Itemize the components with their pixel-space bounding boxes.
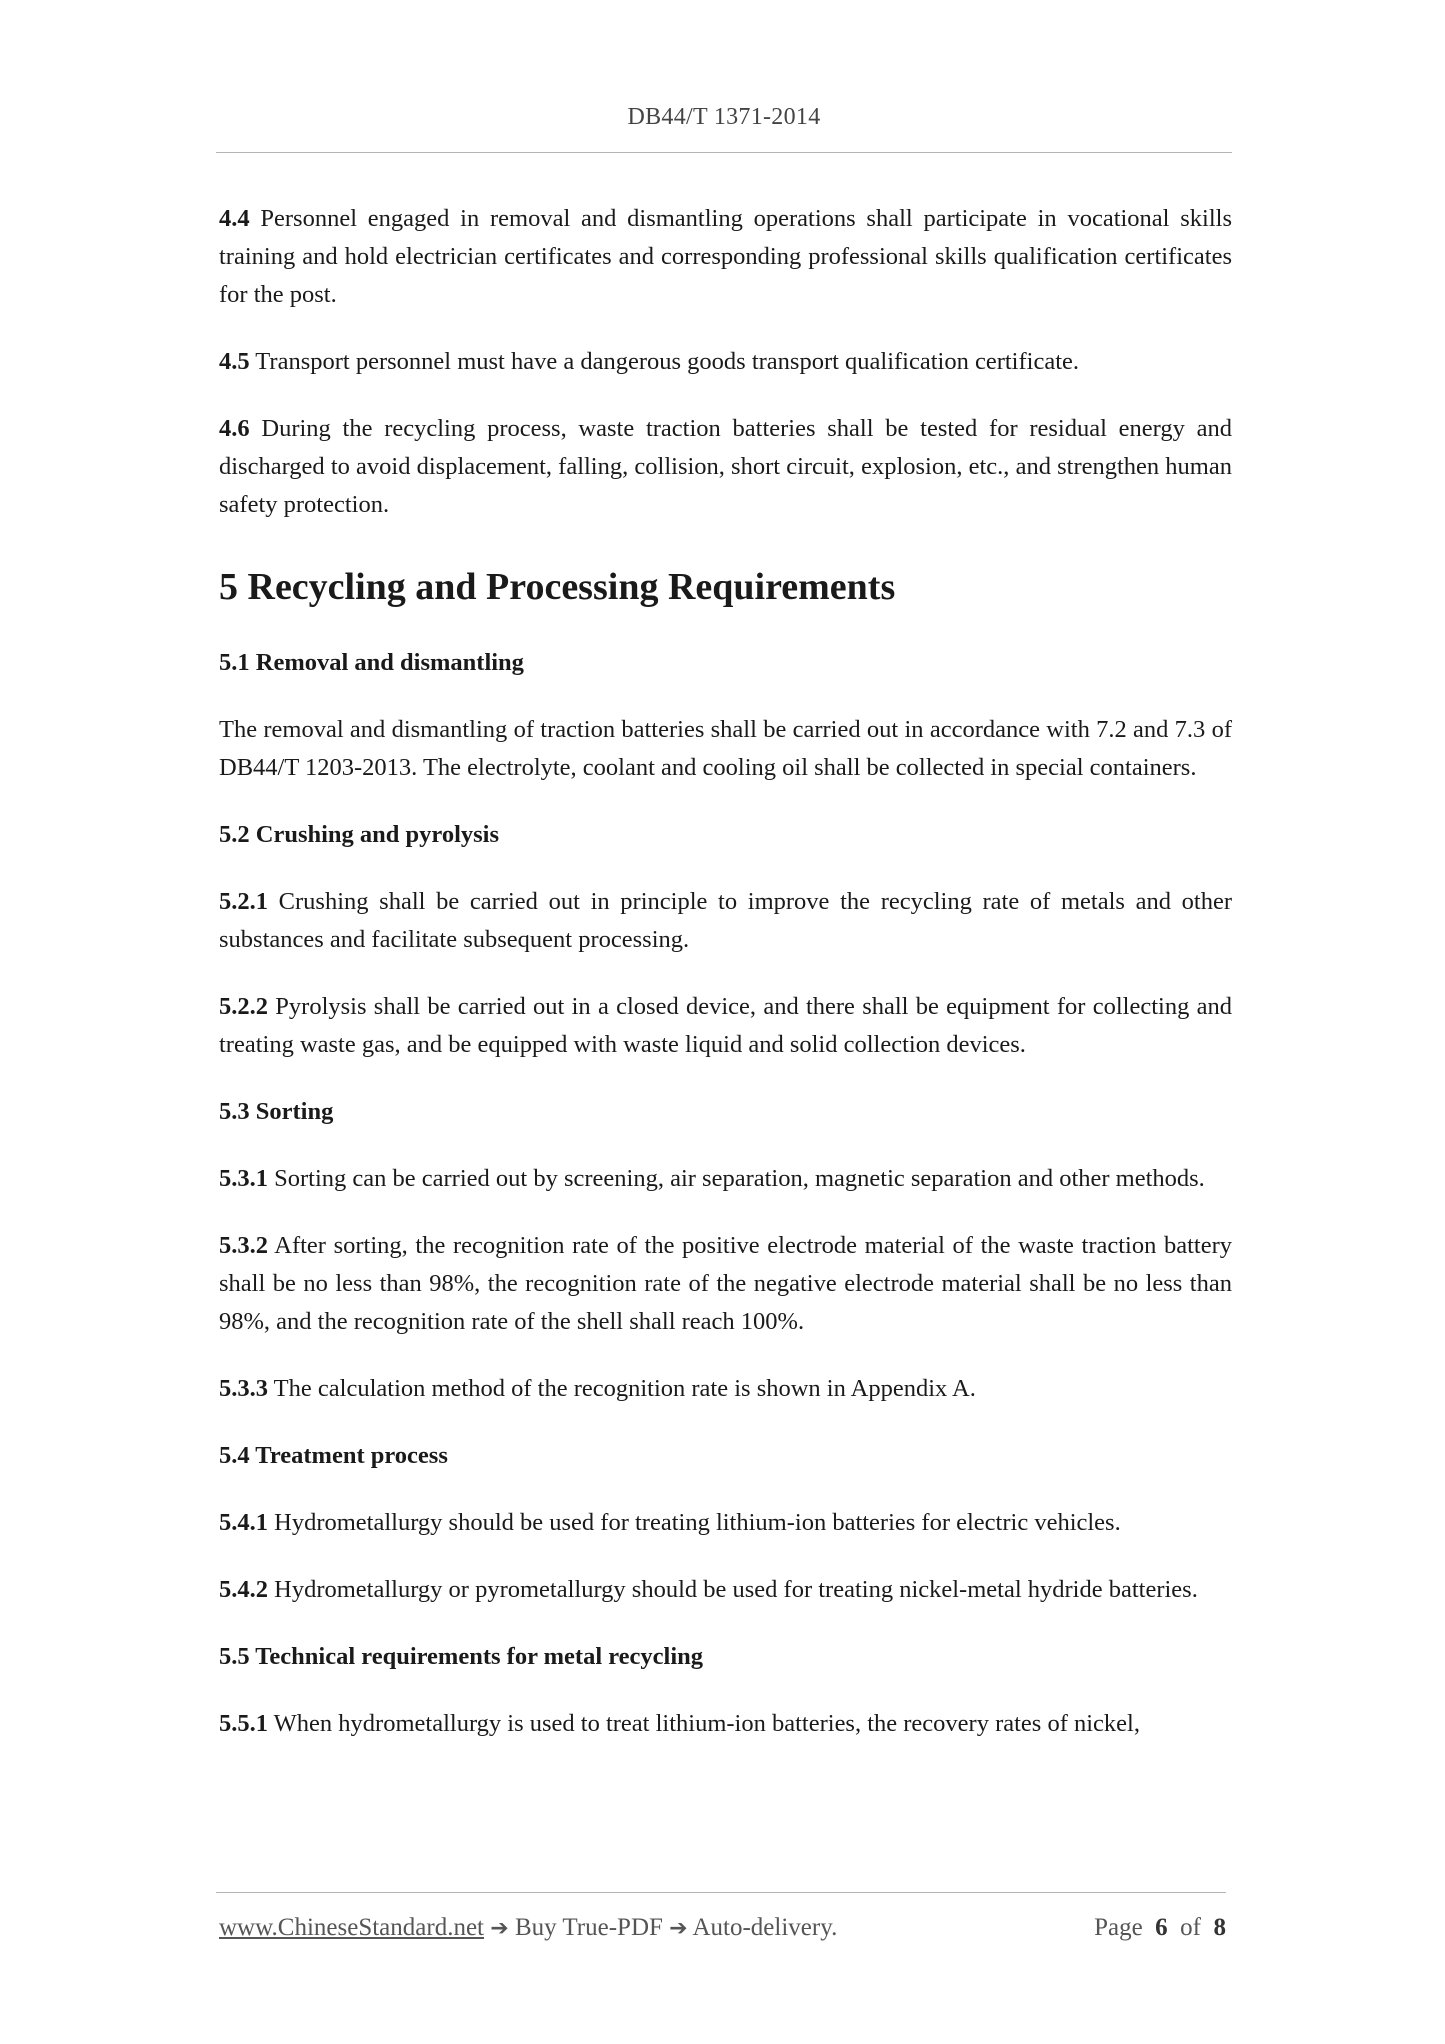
clause-text: Transport personnel must have a dangerous goods transport qualification certificate. — [249, 348, 1080, 375]
clause-5-4-2 — [219, 1571, 1232, 1609]
clause-number: 5.3.3 — [219, 1375, 268, 1402]
clause-text: After sorting, the recognition rate of the positive electrode material of the waste traction battery shall be no less than 98%, the recognition rate of the negative electrode material shall be no less than 98%, and the recognition rate of the shell shall reach 100%. — [219, 1232, 1232, 1335]
clause-5-2-2 — [219, 988, 1232, 1064]
page-header: DB44/T 1371-2014 — [627, 104, 821, 130]
clause-5-3-3 — [219, 1370, 1232, 1408]
subsection-heading-5-4: 5.4 Treatment process — [219, 1442, 448, 1469]
clause-text: Hydrometallurgy or pyrometallurgy should be used for treating nickel-metal hydride batteries. — [268, 1576, 1198, 1603]
auto-delivery-text: Auto-delivery. — [687, 1914, 838, 1941]
clause-text: When hydrometallurgy is used to treat lithium-ion batteries, the recovery rates of nickel, — [268, 1710, 1140, 1737]
buy-pdf-text: Buy True-PDF — [508, 1914, 670, 1941]
clause-5-5-1 — [219, 1705, 1232, 1743]
clause-number: 5.4.1 — [219, 1509, 268, 1536]
arrow-right-icon: ➔ — [669, 1916, 688, 1941]
clause-5-2-1 — [219, 883, 1232, 959]
clause-number: 5.2.1 — [219, 888, 268, 915]
clause-number: 5.3.1 — [219, 1165, 268, 1192]
clause-5-1-body — [219, 711, 1232, 787]
clause-5-3-2 — [219, 1227, 1232, 1341]
clause-text: Crushing shall be carried out in principle to improve the recycling rate of metals and other substances and facilitate subsequent processing. — [219, 888, 1232, 953]
subsection-heading-5-5: 5.5 Technical requirements for metal recycling — [219, 1643, 704, 1670]
clause-text: During the recycling process, waste traction batteries shall be tested for residual energy and discharged to avoid displacement, falling, collision, short circuit, explosion, etc., and strengthen human safety protection. — [219, 415, 1232, 518]
clause-5-4-1 — [219, 1504, 1232, 1542]
clause-number: 5.3.2 — [219, 1232, 268, 1259]
clause-text: The calculation method of the recognition rate is shown in Appendix A. — [268, 1375, 976, 1402]
clause-text: Hydrometallurgy should be used for treating lithium-ion batteries for electric vehicles. — [268, 1509, 1121, 1536]
clause-text: The removal and dismantling of traction batteries shall be carried out in accordance with 7.2 and 7.3 of DB44/T 1203-2013. The electrolyte, coolant and cooling oil shall be collected in special containers. — [219, 716, 1232, 781]
page-body — [219, 200, 1232, 1743]
clause-4-5 — [219, 343, 1232, 381]
section-heading-5: 5 Recycling and Processing Requirements — [219, 566, 896, 608]
page-number — [1094, 1914, 1226, 1942]
page-label: Page — [1094, 1914, 1143, 1941]
subsection-heading-5-3: 5.3 Sorting — [219, 1098, 334, 1125]
footer-divider — [216, 1892, 1226, 1893]
subsection-heading-5-2: 5.2 Crushing and pyrolysis — [219, 821, 500, 848]
clause-4-6 — [219, 410, 1232, 524]
clause-number: 5.2.2 — [219, 993, 268, 1020]
page-current: 6 — [1155, 1914, 1168, 1941]
clause-number: 5.5.1 — [219, 1710, 268, 1737]
footer-promo — [219, 1914, 837, 1942]
clause-number: 5.4.2 — [219, 1576, 268, 1603]
clause-number: 4.6 — [219, 415, 250, 442]
clause-number: 4.5 — [219, 348, 250, 375]
site-link[interactable]: www.ChineseStandard.net — [219, 1914, 484, 1941]
clause-4-4 — [219, 200, 1232, 314]
clause-text: Personnel engaged in removal and dismantling operations shall participate in vocational skills training and hold electrician certificates and corresponding professional skills qualification certificates for the post. — [219, 205, 1232, 308]
page-total: 8 — [1213, 1914, 1226, 1941]
clause-5-3-1 — [219, 1160, 1232, 1198]
clause-text: Sorting can be carried out by screening, air separation, magnetic separation and other methods. — [268, 1165, 1205, 1192]
header-divider — [216, 152, 1232, 153]
of-label: of — [1180, 1914, 1201, 1941]
arrow-right-icon: ➔ — [490, 1916, 509, 1941]
clause-number: 4.4 — [219, 205, 250, 232]
clause-text: Pyrolysis shall be carried out in a closed device, and there shall be equipment for collecting and treating waste gas, and be equipped with waste liquid and solid collection devices. — [219, 993, 1232, 1058]
subsection-heading-5-1: 5.1 Removal and dismantling — [219, 649, 524, 676]
